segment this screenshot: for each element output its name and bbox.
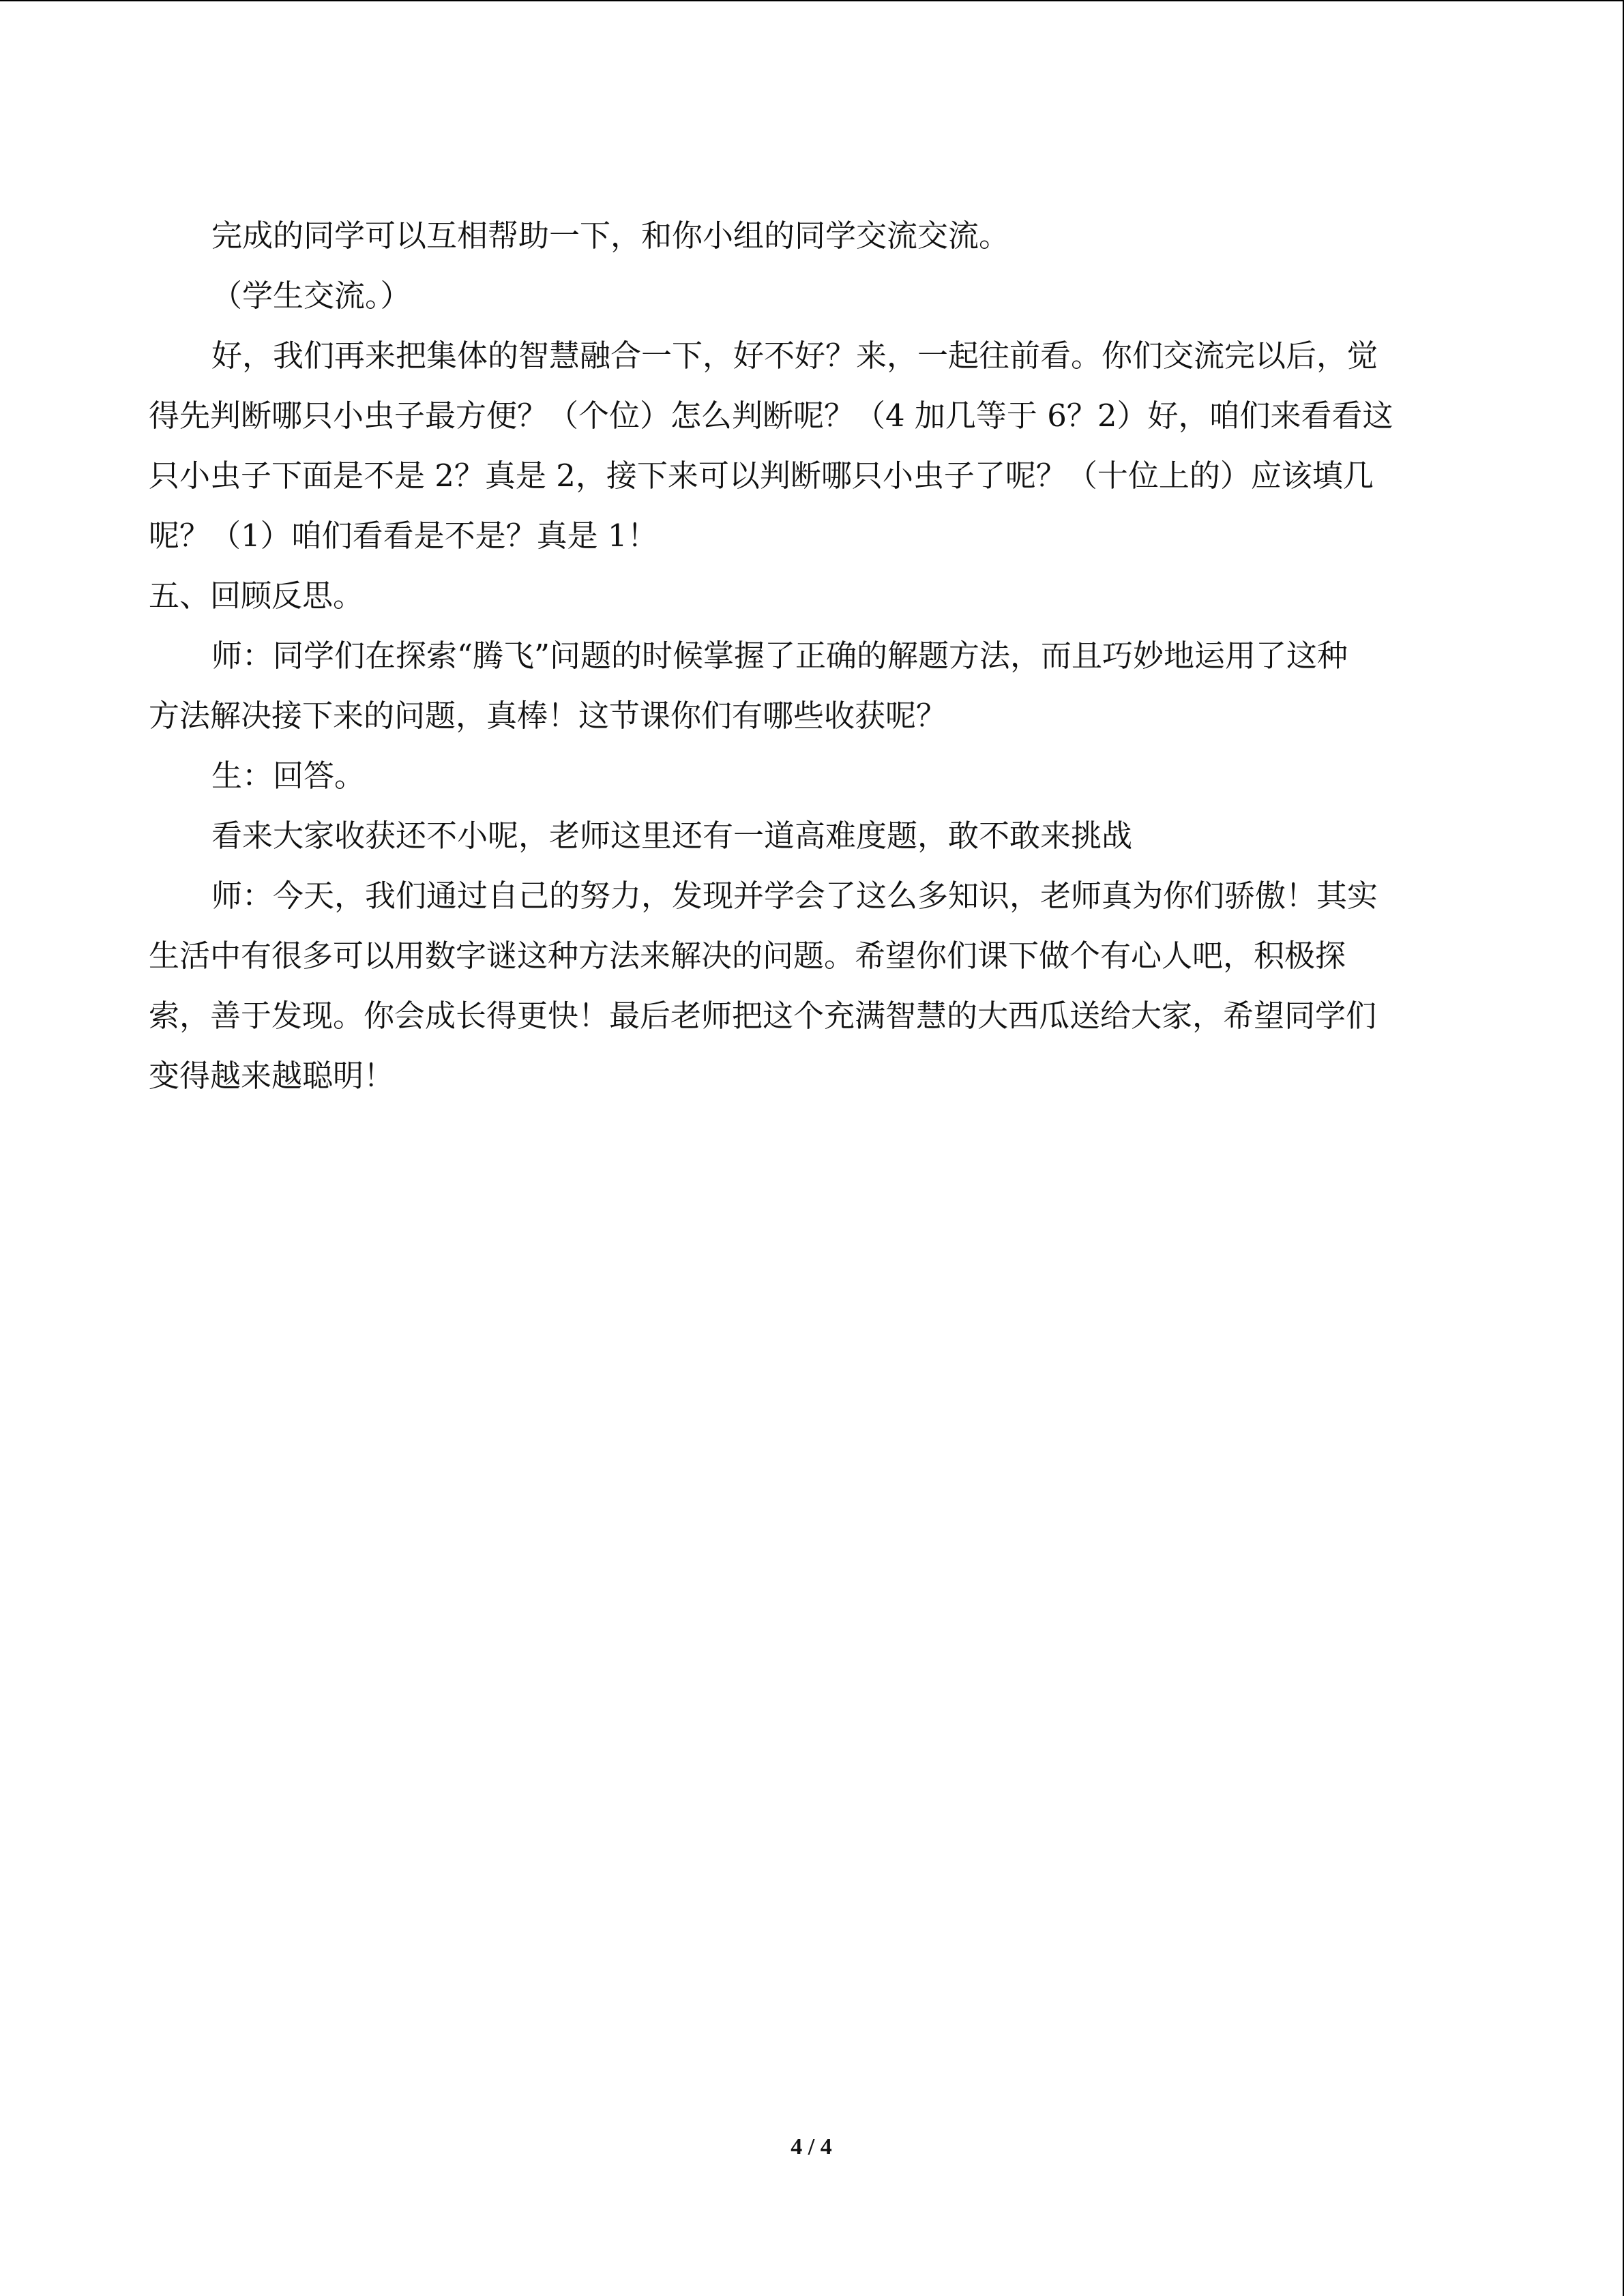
text-line-4: 得先判断哪只小虫子最方便？（个位）怎么判断呢？（4 加几等于 6？2）好，咱们来看看这: [149, 398, 1393, 434]
text-line-9: 方法解决接下来的问题，真棒！这节课你们有哪些收获呢？: [149, 698, 947, 734]
text-line-2: （学生交流。）: [211, 278, 411, 314]
text-line-1: 完成的同学可以互相帮助一下，和你小组的同学交流交流。: [211, 218, 1010, 254]
page-number: 4 / 4: [791, 2134, 832, 2160]
text-line-5: 只小虫子下面是不是 2？真是 2，接下来可以判断哪只小虫子了呢？（十位上的）应该填几: [149, 458, 1374, 494]
text-line-15: 变得越来越聪明！: [149, 1058, 395, 1094]
text-line-3: 好，我们再来把集体的智慧融合一下，好不好？来，一起往前看。你们交流完以后，觉: [211, 338, 1378, 374]
text-line-11: 看来大家收获还不小呢，老师这里还有一道高难度题，敢不敢来挑战: [211, 818, 1133, 854]
text-line-6: 呢？（1）咱们看看是不是？真是 1！: [149, 518, 658, 554]
text-line-8: 师：同学们在探索“腾飞”问题的时候掌握了正确的解题方法，而且巧妙地运用了这种: [211, 638, 1348, 674]
text-line-14: 索，善于发现。你会成长得更快！最后老师把这个充满智慧的大西瓜送给大家，希望同学们: [149, 998, 1377, 1034]
document-page: [149, 206, 1460, 1106]
text-line-10: 生：回答。: [211, 758, 366, 794]
section-heading: 五、回顾反思。: [149, 578, 364, 614]
text-line-13: 生活中有很多可以用数字谜这种方法来解决的问题。希望你们课下做个有心人吧，积极探: [149, 938, 1346, 974]
text-line-12: 师：今天，我们通过自己的努力，发现并学会了这么多知识，老师真为你们骄傲！其实: [211, 878, 1378, 914]
